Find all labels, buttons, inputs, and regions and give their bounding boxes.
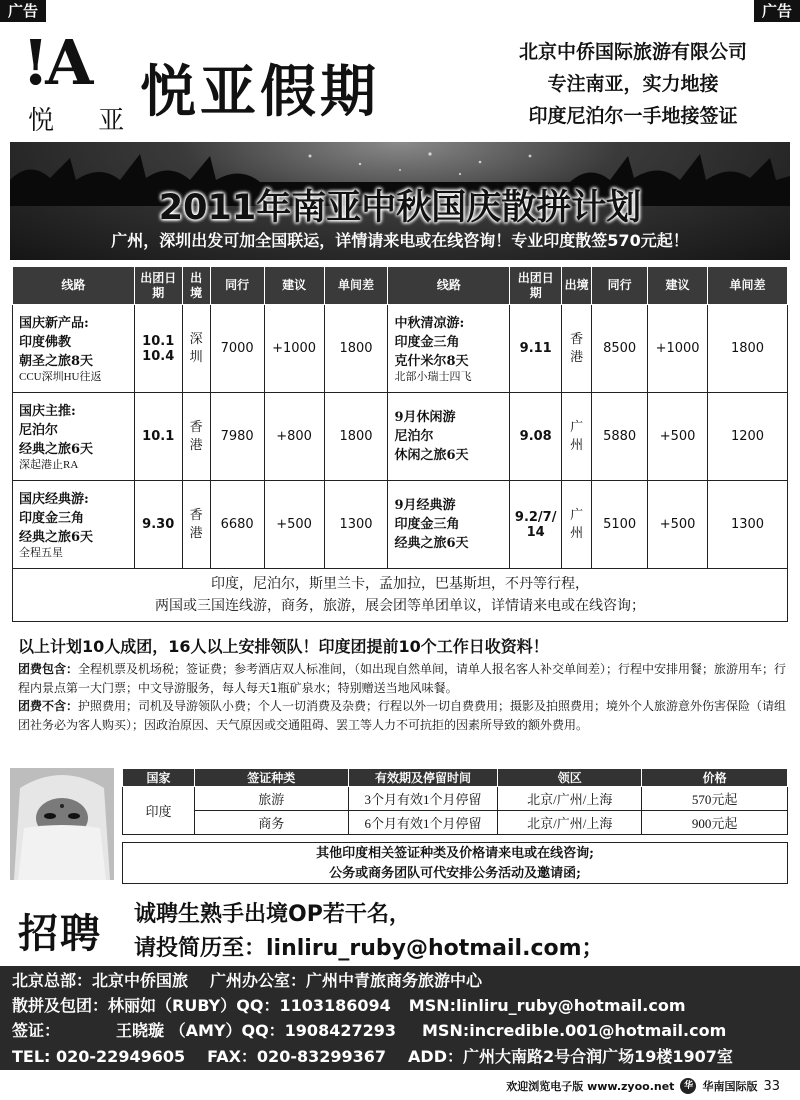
route-cell [388, 393, 510, 481]
peer-price-cell: 7980 [210, 393, 264, 481]
route-cell [13, 393, 135, 481]
footer-visa-contact [12, 1018, 726, 1041]
suggest-price-cell: +1000 [648, 305, 708, 393]
route-line: 印度佛教 [19, 334, 72, 350]
date-cell: 10.1 [134, 393, 182, 481]
header-route: 线路 [388, 267, 510, 305]
visa-region: 北京/广州/上海 [498, 811, 642, 835]
logo-mark: !A [22, 26, 90, 99]
suggest-price-cell: +800 [264, 393, 324, 481]
route-line: 经典之旅6天 [19, 441, 94, 457]
itinerary-note-line: 印度，尼泊尔，斯里兰卡，孟加拉，巴基斯坦，不丹等行程， [211, 576, 589, 592]
route-line: 印度金三角 [19, 510, 85, 526]
recruit-label: 招聘 [18, 911, 102, 957]
fee-included-text: 全程机票及机场税；签证费；参考酒店双人标准间，（如出现自然单间，请单人报名客人补交单间差）；行程中安排用餐；旅游用车；行程内景点第一大门票；中文导游服务，每人每天1瓶矿泉水；特别赠送当地风味餐。 [18, 662, 787, 695]
itinerary-note-line: 两国或三国连线游，商务，旅游，展会团等单团单议，详情请来电或在线咨询； [155, 598, 645, 614]
exit-cell: 香 港 [182, 481, 210, 569]
header-exit: 出境 [562, 267, 592, 305]
itinerary-notes-row [13, 569, 788, 622]
visa-type: 商务 [194, 811, 348, 835]
suggest-price-cell: +500 [648, 481, 708, 569]
visa-header-country: 国家 [123, 769, 195, 787]
peer-price-cell: 6680 [210, 481, 264, 569]
route-line: 9月经典游 [394, 498, 456, 513]
date-cell: 9.30 [134, 481, 182, 569]
itinerary-row [13, 393, 788, 481]
itinerary-notes [13, 569, 788, 622]
page-footer [506, 1078, 780, 1094]
visa-table [122, 768, 788, 835]
visa-header-price: 价格 [642, 769, 788, 787]
route-line: 国庆新产品: [19, 315, 89, 331]
hq-label: 北京总部： [12, 971, 93, 990]
ad-label-right: 广告 [754, 0, 800, 22]
route-cell [388, 481, 510, 569]
single-room-cell: 1300 [708, 481, 788, 569]
footer-tel: TEL: 020-22949605 [12, 1047, 186, 1066]
route-cell [13, 305, 135, 393]
visa-price: 900元起 [642, 811, 788, 835]
route-line: 中秋清凉游: [394, 315, 465, 331]
itinerary-row [13, 481, 788, 569]
exit-cell: 香 港 [562, 305, 592, 393]
route-line: 休闲之旅6天 [394, 448, 469, 463]
company-info [488, 36, 778, 132]
route-line: 尼泊尔 [19, 422, 59, 438]
route-note: 北部小瑞士四飞 [394, 370, 472, 383]
recruit-line1: 诚聘生熟手出境OP若干名， [134, 902, 411, 927]
banner-title: 2011年南亚中秋国庆散拼计划 [158, 188, 642, 228]
route-line: 国庆主推: [19, 403, 76, 419]
veiled-woman-photo [10, 768, 114, 880]
exit-cell: 香 港 [182, 393, 210, 481]
single-room-cell: 1200 [708, 393, 788, 481]
header-suggest: 建议 [648, 267, 708, 305]
header-peer: 同行 [592, 267, 648, 305]
exit-cell: 深 圳 [182, 305, 210, 393]
header-single: 单间差 [708, 267, 788, 305]
visa-note-line: 其他印度相关签证种类及价格请来电或在线咨询; [316, 846, 594, 861]
footer-offices [12, 968, 482, 991]
peer-price-cell: 5100 [592, 481, 648, 569]
brand-title: 悦亚假期 [140, 60, 380, 125]
visa-label: 签证： [12, 1021, 61, 1040]
footer-group-contact [12, 993, 685, 1016]
page-number: 33 [763, 1078, 780, 1094]
publication-logo-icon: 华 [680, 1078, 696, 1094]
itinerary-header-row [13, 267, 788, 305]
single-room-cell: 1800 [708, 305, 788, 393]
header-peer: 同行 [210, 267, 264, 305]
peer-price-cell: 8500 [592, 305, 648, 393]
visa-header-type: 签证种类 [194, 769, 348, 787]
group-contact: 林丽如（RUBY）QQ：1103186094 [108, 996, 391, 1015]
visa-type: 旅游 [194, 787, 348, 811]
company-line2: 印度尼泊尔一手地接签证 [528, 105, 738, 127]
itinerary-row [13, 305, 788, 393]
group-label: 散拼及包团： [12, 996, 109, 1015]
itinerary-table [12, 266, 788, 622]
visa-row [123, 787, 788, 811]
visa-validity: 6个月有效1个月停留 [348, 811, 498, 835]
route-note: CCU深圳HU往返 [19, 370, 102, 383]
suggest-price-cell: +500 [648, 393, 708, 481]
route-cell [388, 305, 510, 393]
route-line: 朝圣之旅8天 [19, 353, 94, 369]
peer-price-cell: 5880 [592, 393, 648, 481]
visa-row [123, 811, 788, 835]
header-date: 出团日期 [134, 267, 182, 305]
visa-header-row [123, 769, 788, 787]
route-note: 全程五星 [19, 546, 63, 559]
header-date: 出团日期 [510, 267, 562, 305]
group-msn[interactable]: MSN:linliru_ruby@hotmail.com [408, 996, 686, 1015]
visa-price: 570元起 [642, 787, 788, 811]
route-line: 经典之旅6天 [19, 529, 94, 545]
date-cell: 9.11 [510, 305, 562, 393]
header-exit: 出境 [182, 267, 210, 305]
footer-fax: FAX：020-83299367 [207, 1047, 387, 1066]
route-line: 印度金三角 [394, 334, 460, 350]
route-line: 9月休闲游 [394, 410, 456, 425]
browse-text[interactable]: 欢迎浏览电子版 www.zyoo.net [506, 1080, 675, 1093]
visa-contact: 王晓璇 （AMY）QQ：1908427293 [116, 1021, 396, 1040]
visa-msn[interactable]: MSN:incredible.001@hotmail.com [422, 1021, 727, 1040]
route-line: 克什米尔8天 [394, 353, 469, 369]
company-line1: 专注南亚，实力地接 [547, 73, 719, 95]
route-line: 国庆经典游: [19, 491, 89, 507]
plan-headline: 以上计划10人成团，16人以上安排领队！印度团提前10个工作日收资料！ [18, 637, 549, 656]
peer-price-cell: 7000 [210, 305, 264, 393]
route-line: 尼泊尔 [394, 429, 434, 444]
visa-header-validity: 有效期及停留时间 [348, 769, 498, 787]
logo-name: 悦 亚 [28, 106, 143, 136]
banner-subtitle: 广州，深圳出发可加全国联运，详情请来电或在线咨询！专业印度散签570元起！ [111, 231, 689, 250]
visa-header-region: 领区 [498, 769, 642, 787]
contact-footer [0, 966, 800, 1070]
company-name: 北京中侨国际旅游有限公司 [518, 41, 747, 63]
header [0, 22, 800, 140]
route-cell [13, 481, 135, 569]
recruit-email-line[interactable]: 请投简历至：linliru_ruby@hotmail.com； [134, 936, 604, 961]
date-cell: 9.2/7/ 14 [510, 481, 562, 569]
visa-notes [122, 842, 788, 884]
visa-country: 印度 [123, 787, 195, 835]
edition-name: 华南国际版 [702, 1080, 758, 1093]
route-note: 深起港止RA [19, 458, 79, 471]
portrait-illustration [10, 768, 114, 880]
visa-note-line: 公务或商务团队可代安排公务活动及邀请函; [329, 866, 581, 881]
gz-label: 广州办公室： [210, 971, 307, 990]
fee-included-label: 团费包含： [18, 662, 79, 676]
fee-details [18, 660, 788, 734]
exit-cell: 广 州 [562, 393, 592, 481]
route-line: 经典之旅6天 [394, 536, 469, 551]
header-route: 线路 [13, 267, 135, 305]
footer-address: ADD：广州大南路2号合润广场19楼1907室 [408, 1047, 733, 1066]
visa-validity: 3个月有效1个月停留 [348, 787, 498, 811]
fee-excluded-label: 团费不含： [18, 699, 79, 713]
hq-name: 北京中侨国旅 [92, 971, 189, 990]
fee-excluded-text: 护照费用；司机及导游领队小费；个人一切消费及杂费；行程以外一切自费费用；摄影及拍照费用；境外个人旅游意外伤害保险（请组团社务必为客人购买）；因政治原因、天气原因或交通阻碍、罢工等人力不可抗拒的因素所导致的额外费用。 [18, 699, 787, 732]
single-room-cell: 1800 [324, 393, 388, 481]
footer-address-row [12, 1044, 733, 1067]
single-room-cell: 1300 [324, 481, 388, 569]
visa-region: 北京/广州/上海 [498, 787, 642, 811]
header-suggest: 建议 [264, 267, 324, 305]
single-room-cell: 1800 [324, 305, 388, 393]
route-line: 印度金三角 [394, 517, 460, 532]
date-cell: 9.08 [510, 393, 562, 481]
gz-name: 广州中青旅商务旅游中心 [306, 971, 483, 990]
recruit-text [134, 898, 604, 966]
ad-label-left: 广告 [0, 0, 46, 22]
suggest-price-cell: +500 [264, 481, 324, 569]
header-single: 单间差 [324, 267, 388, 305]
suggest-price-cell: +1000 [264, 305, 324, 393]
banner [10, 142, 790, 260]
date-cell: 10.1 10.4 [134, 305, 182, 393]
exit-cell: 广 州 [562, 481, 592, 569]
